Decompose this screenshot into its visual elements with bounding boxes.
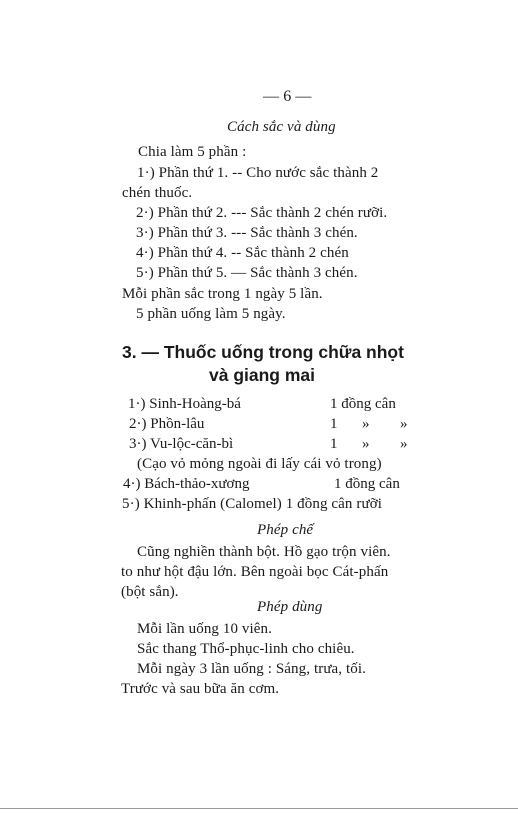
section-title-preparation-use: Cách sắc và dùng — [227, 119, 336, 135]
text-line-total: 5 phần uống làm 5 ngày. — [136, 306, 286, 322]
text-line-part1-cont: chén thuốc. — [122, 185, 193, 201]
text-line-prep-3: (bột sắn). — [121, 584, 179, 600]
ingredient-qty-2: 1 — [330, 416, 338, 432]
text-line-usage-2: Sắc thang Thổ-phục-linh cho chiêu. — [137, 641, 355, 657]
ingredient-5: 5·) Khinh-phấn (Calomel) 1 đồng cân rưỡi — [122, 496, 382, 512]
text-line-part4: 4·) Phần thứ 4. -- Sắc thành 2 chén — [136, 245, 349, 261]
text-line-usage-4: Trước và sau bữa ăn cơm. — [121, 681, 280, 697]
ingredient-name-4: 4·) Bách-thảo-xương — [123, 476, 250, 492]
text-line-intro: Chia làm 5 phần : — [138, 144, 247, 160]
page-number: — 6 — — [263, 88, 312, 105]
text-line-usage-1: Mỗi lần uống 10 viên. — [137, 621, 273, 637]
section-title-usage: Phép dùng — [257, 599, 323, 615]
ingredient-name-3: 3·) Vu-lộc-căn-bì — [129, 436, 234, 452]
text-line-part1: 1·) Phần thứ 1. -- Cho nước sắc thành 2 — [137, 165, 379, 181]
ingredient-name-2: 2·) Phồn-lâu — [129, 416, 205, 432]
text-line-part3: 3·) Phần thứ 3. --- Sắc thành 3 chén. — [136, 225, 358, 241]
text-line-daily: Mỗi phần sắc trong 1 ngày 5 lần. — [122, 286, 323, 302]
text-line-part2: 2·) Phần thứ 2. --- Sắc thành 2 chén rưỡi. — [136, 205, 388, 221]
text-line-usage-3: Mỗi ngày 3 lần uống : Sáng, trưa, tối. — [137, 661, 366, 677]
bottom-edge-line — [0, 808, 518, 809]
section-title-preparation: Phép chế — [257, 522, 314, 538]
ingredient-ditto-2b: » — [400, 416, 408, 432]
section-heading: 3. — Thuốc uống trong chữa nhọt — [122, 342, 404, 362]
ingredient-note: (Cạo vỏ mỏng ngoài đi lấy cái vỏ trong) — [137, 456, 382, 472]
ingredient-qty-3: 1 — [330, 436, 338, 452]
ingredient-name-1: 1·) Sinh-Hoàng-bá — [128, 396, 241, 412]
ingredient-qty-4: 1 đồng cân — [334, 476, 400, 492]
ingredient-ditto-3a: » — [362, 436, 370, 452]
section-heading-cont: và giang mai — [209, 365, 316, 385]
ingredient-ditto-2a: » — [362, 416, 370, 432]
ingredient-qty-1: 1 đồng cân — [330, 396, 396, 412]
text-line-prep-2: to như hột đậu lớn. Bên ngoài bọc Cát-phấn — [121, 564, 389, 580]
text-line-part5: 5·) Phần thứ 5. — Sắc thành 3 chén. — [136, 265, 358, 281]
text-line-prep-1: Cũng nghiền thành bột. Hồ gạo trộn viên. — [137, 544, 391, 560]
ingredient-ditto-3b: » — [400, 436, 408, 452]
